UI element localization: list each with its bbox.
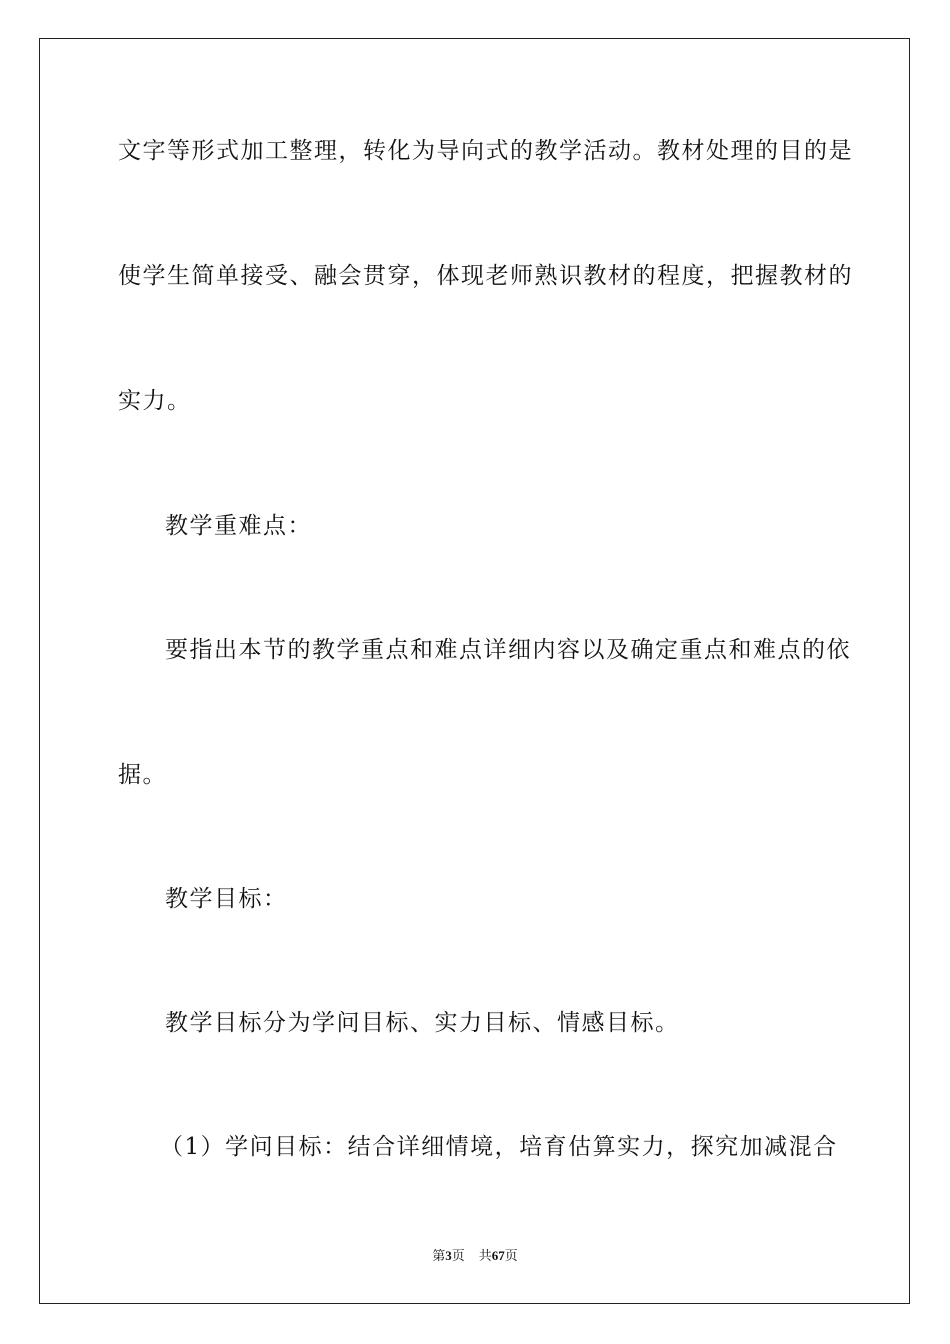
total-pages: 67 (491, 1248, 505, 1263)
body-text-line: 教学目标分为学问目标、实力目标、情感目标。 (165, 1010, 680, 1036)
total-suffix: 页 (504, 1249, 518, 1264)
body-text-line: 使学生简单接受、融会贯穿，体现老师熟识教材的程度，把握教材的 (118, 263, 853, 289)
body-text-line: 要指出本节的教学重点和难点详细内容以及确定重点和难点的依 (165, 637, 851, 663)
body-text-line: 文字等形式加工整理，转化为导向式的教学活动。教材处理的目的是 (118, 138, 853, 164)
section-heading-objectives: 教学目标： (165, 886, 288, 912)
page-prefix: 第 (432, 1249, 446, 1264)
page-number: 3 (445, 1248, 452, 1263)
body-text-line: 实力。 (118, 388, 192, 414)
total-prefix: 共 (478, 1249, 492, 1264)
page-suffix: 页 (451, 1249, 465, 1264)
section-heading-key-points: 教学重难点： (165, 513, 312, 539)
body-text-line: 据。 (118, 762, 167, 788)
page-border (39, 38, 910, 1304)
page-footer (0, 1248, 950, 1265)
body-text-line: （1）学问目标：结合详细情境，培育估算实力，探究加减混合 (160, 1134, 838, 1160)
